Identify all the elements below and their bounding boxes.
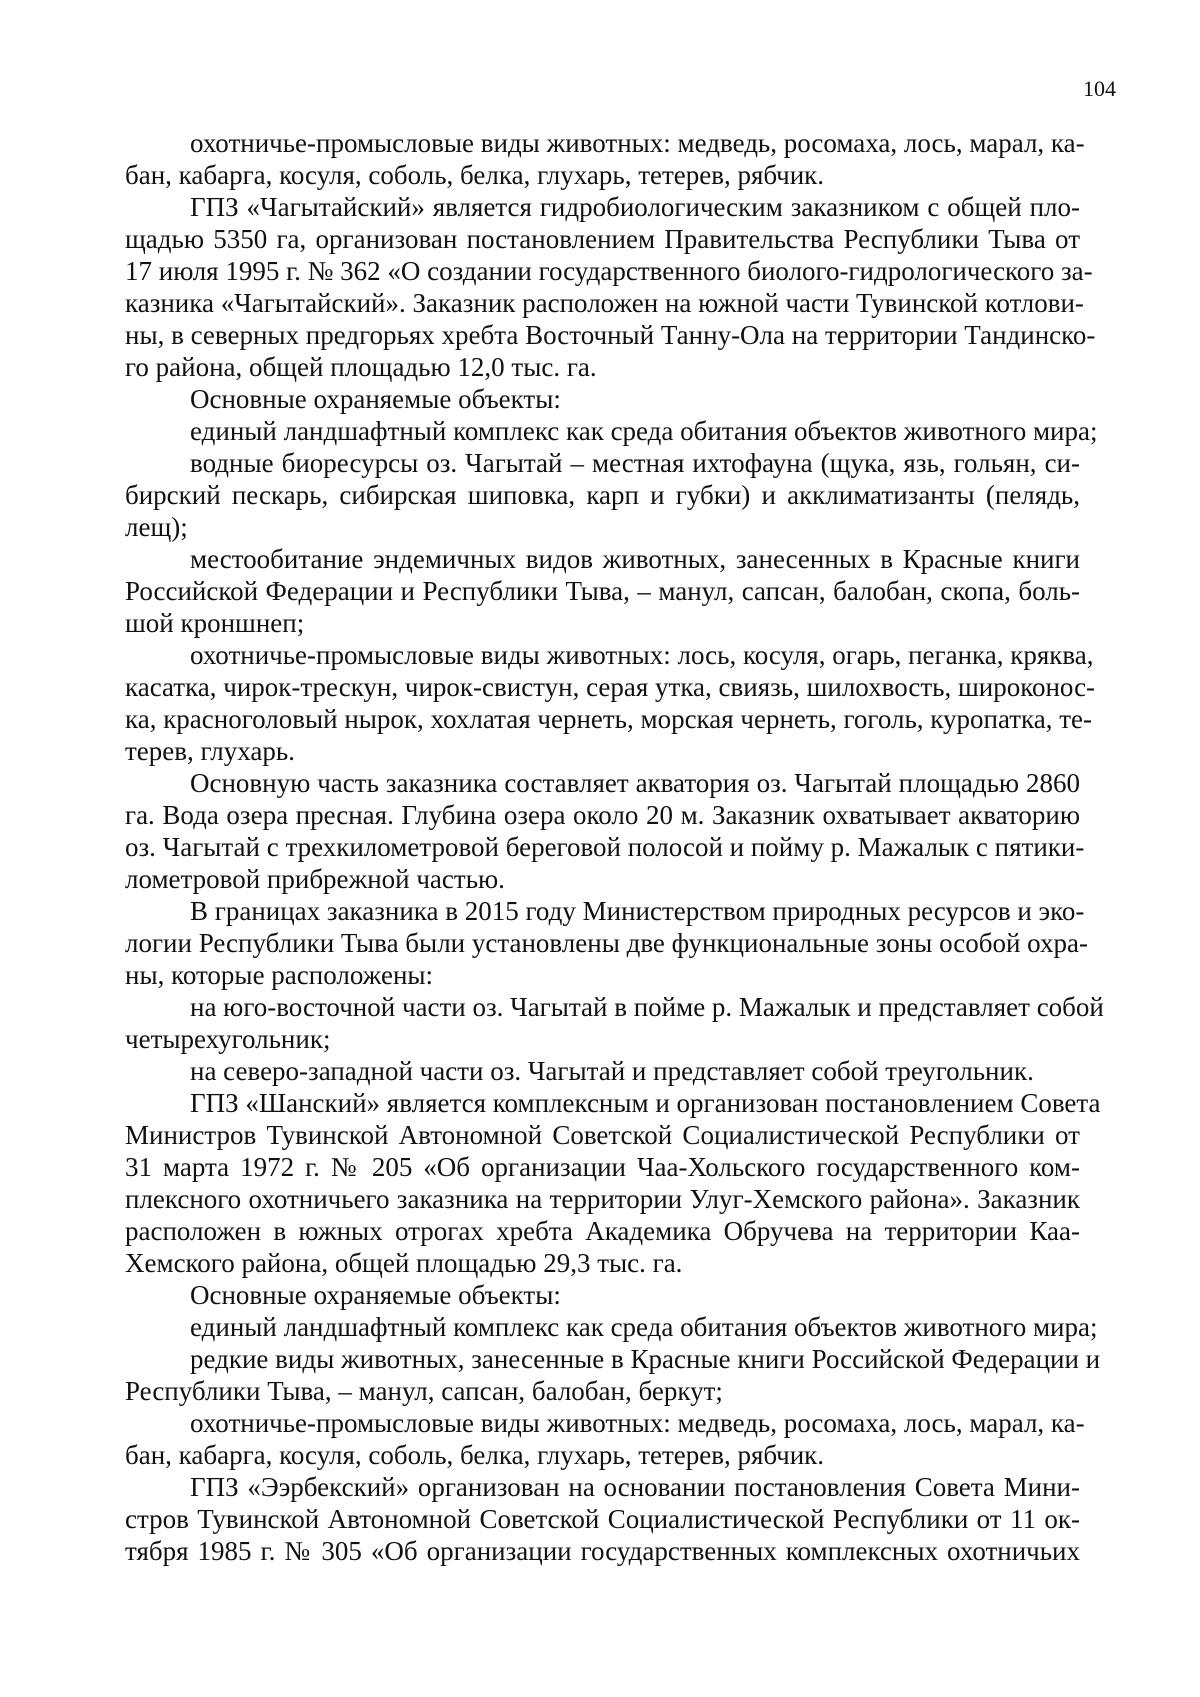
text-line: Российской Федерации и Республики Тыва, – манул, сапсан, балобан, скопа, боль-: [125, 576, 1080, 606]
text-line: казника «Чагытайский». Заказник расположен на южной части Тувинской котлови-: [125, 288, 1084, 318]
text-line: бирский пескарь, сибирская шиповка, карп и губки) и акклиматизанты (пелядь,: [125, 480, 1080, 510]
text-line: охотничье-промысловые виды животных: медведь, росомаха, лось, марал, ка-: [190, 128, 1085, 158]
text-line: касатка, чирок-трескун, чирок-свистун, серая утка, свиязь, шилохвость, широконос-: [125, 672, 1096, 702]
text-line: ГПЗ «Чагытайский» является гидробиологическим заказником с общей пло-: [190, 192, 1080, 222]
text-line: водные биоресурсы оз. Чагытай – местная ихтофауна (щука, язь, гольян, си-: [190, 448, 1080, 478]
text-line: ГПЗ «Шанский» является комплексным и организован постановлением Совета: [190, 1088, 1101, 1118]
text-line: Республики Тыва, – манул, сапсан, балобан, беркут;: [125, 1376, 723, 1406]
text-line: го района, общей площадью 12,0 тыс. га.: [125, 352, 597, 382]
text-line: Основную часть заказника составляет акватория оз. Чагытай площадью 2860: [190, 768, 1080, 798]
text-line: стров Тувинской Автономной Советской Социалистической Республики от 11 ок-: [125, 1504, 1080, 1534]
text-line: логии Республики Тыва были установлены две функциональные зоны особой охра-: [125, 928, 1088, 958]
text-line: га. Вода озера пресная. Глубина озера около 20 м. Заказник охватывает акваторию: [125, 800, 1080, 830]
text-line: четырехугольник;: [125, 1024, 331, 1054]
text-line: на юго-восточной части оз. Чагытай в пойме р. Мажалык и представляет собой: [190, 992, 1104, 1022]
text-line: лометровой прибрежной частью.: [125, 864, 505, 894]
body-text: [125, 127, 1104, 1567]
text-line: редкие виды животных, занесенные в Красные книги Российской Федерации и: [190, 1344, 1101, 1374]
text-line: ны, в северных предгорьях хребта Восточный Танну-Ола на территории Тандинско-: [125, 320, 1096, 350]
text-line: ГПЗ «Ээрбекский» организован на основании постановления Совета Мини-: [190, 1472, 1080, 1502]
text-line: на северо-западной части оз. Чагытай и представляет собой треугольник.: [190, 1056, 1034, 1086]
text-line: 31 марта 1972 г. № 205 «Об организации Чаа-Хольского государственного ком-: [125, 1152, 1080, 1182]
text-line: оз. Чагытай с трехкилометровой береговой полосой и пойму р. Мажалык с пятики-: [125, 832, 1085, 862]
text-line: шой кроншнеп;: [125, 608, 305, 638]
text-line: Министров Тувинской Автономной Советской Социалистической Республики от: [125, 1120, 1080, 1150]
text-line: плексного охотничьего заказника на территории Улуг-Хемского района». Заказник: [125, 1184, 1080, 1214]
text-line: бан, кабарга, косуля, соболь, белка, глухарь, тетерев, рябчик.: [125, 1440, 825, 1470]
text-line: Основные охраняемые объекты:: [190, 1280, 561, 1310]
page-number: 104: [1083, 76, 1116, 101]
text-line: охотничье-промысловые виды животных: медведь, росомаха, лось, марал, ка-: [190, 1408, 1085, 1438]
text-line: лещ);: [125, 512, 188, 542]
text-line: единый ландшафтный комплекс как среда обитания объектов животного мира;: [190, 1312, 1098, 1342]
text-line: бан, кабарга, косуля, соболь, белка, глухарь, тетерев, рябчик.: [125, 160, 825, 190]
text-line: Основные охраняемые объекты:: [190, 384, 561, 414]
text-line: щадью 5350 га, организован постановлением Правительства Республики Тыва от: [125, 224, 1080, 254]
text-line: охотничье-промысловые виды животных: лось, косуля, огарь, пеганка, кряква,: [190, 640, 1094, 670]
text-line: расположен в южных отрогах хребта Академика Обручева на территории Каа-: [125, 1216, 1080, 1246]
text-line: В границах заказника в 2015 году Министерством природных ресурсов и эко-: [190, 896, 1085, 926]
text-line: терев, глухарь.: [125, 736, 295, 766]
text-line: 17 июля 1995 г. № 362 «О создании государственного биолого-гидрологического за-: [125, 256, 1093, 286]
text-line: единый ландшафтный комплекс как среда обитания объектов животного мира;: [190, 416, 1098, 446]
text-line: ны, которые расположены:: [125, 960, 434, 990]
text-line: тября 1985 г. № 305 «Об организации государственных комплексных охотничьих: [125, 1536, 1080, 1566]
text-line: Хемского района, общей площадью 29,3 тыс. га.: [125, 1248, 683, 1278]
text-line: местообитание эндемичных видов животных, занесенных в Красные книги: [190, 544, 1080, 574]
text-line: ка, красноголовый нырок, хохлатая чернеть, морская чернеть, гоголь, куропатка, те-: [125, 704, 1093, 734]
